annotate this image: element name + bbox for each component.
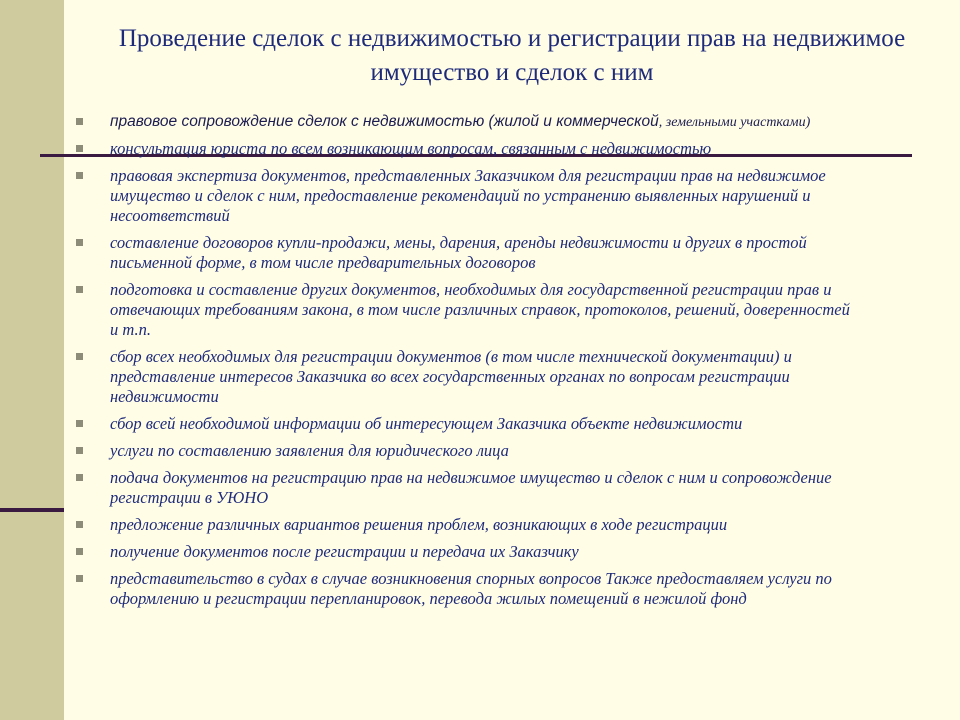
list-item-text: подготовка и составление других документов, необходимых для государственной регистрации прав и отвечающих требованиям закона, в том числе различных справок, протоколов, решений, доверенностей и т.п.	[110, 280, 850, 339]
list-item-text: предложение различных вариантов решения проблем, возникающих в ходе регистрации	[110, 515, 728, 534]
list-item-text: составление договоров купли-продажи, мены, дарения, аренды недвижимости и других в простой письменной форме, в том числе предварительных договоров	[110, 233, 807, 272]
list-item	[72, 233, 862, 273]
list-item-text: консультация юриста по всем возникающим вопросам, связанным с недвижимостью	[110, 139, 712, 158]
square-bullet-icon	[76, 474, 83, 481]
square-bullet-icon	[76, 521, 83, 528]
square-bullet-icon	[76, 575, 83, 582]
list-item-text: сбор всех необходимых для регистрации документов (в том числе технической документации) и представление интересов Заказчика во всех государственных органах по вопросам регистрации недвижимости	[110, 347, 792, 406]
list-item	[72, 569, 862, 609]
list-item	[72, 441, 862, 461]
list-item-text: представительство в судах в случае возникновения спорных вопросов Также предоставляем услуги по оформлению и регистрации перепланировок, перевода жилых помещений в нежилой фонд	[110, 569, 832, 608]
square-bullet-icon	[76, 239, 83, 246]
square-bullet-icon	[76, 172, 83, 179]
square-bullet-icon	[76, 420, 83, 427]
list-item	[72, 139, 862, 159]
slide-title: Проведение сделок с недвижимостью и регистрации прав на недвижимое имущество и сделок с ним	[118, 25, 906, 86]
square-bullet-icon	[76, 286, 83, 293]
list-item-text-continuation: , земельными участками)	[658, 115, 811, 130]
square-bullet-icon	[76, 353, 83, 360]
list-item-text: сбор всей необходимой информации об интересующем Заказчика объекте недвижимости	[110, 414, 743, 433]
square-bullet-icon	[76, 118, 83, 125]
list-item	[72, 542, 862, 562]
square-bullet-icon	[76, 548, 83, 555]
list-item-text: правовая экспертиза документов, представленных Заказчиком для регистрации прав на недвижимое имущество и сделок с ним, предоставление рекомендаций по устранению выявленных нарушений и несоответствий	[110, 166, 826, 225]
list-item-text: подача документов на регистрацию прав на недвижимое имущество и сделок с ним и сопровождение регистрации в УЮНО	[110, 468, 832, 507]
slide-sidebar-band	[0, 0, 64, 720]
list-item	[72, 468, 862, 508]
bullet-list	[72, 113, 862, 616]
list-item	[72, 280, 862, 340]
list-item-text: услуги по составлению заявления для юридического лица	[110, 441, 509, 460]
list-item	[72, 113, 862, 132]
list-item	[72, 515, 862, 535]
list-item-text: правовое сопровождение сделок с недвижимостью (жилой и коммерческой	[110, 113, 659, 130]
square-bullet-icon	[76, 145, 83, 152]
sidebar-divider	[0, 508, 64, 512]
list-item	[72, 347, 862, 407]
square-bullet-icon	[76, 447, 83, 454]
list-item	[72, 414, 862, 434]
list-item	[72, 166, 862, 226]
list-item-text: получение документов после регистрации и передача их Заказчику	[110, 542, 579, 561]
